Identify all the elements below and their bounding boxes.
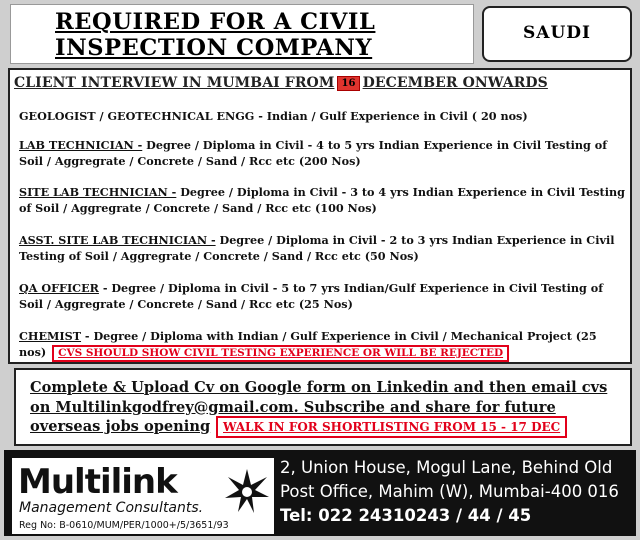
star-icon: [224, 468, 270, 514]
logo-subtitle: Management Consultants.: [19, 500, 204, 516]
interview-prefix: CLIENT INTERVIEW IN MUMBAI FROM: [14, 75, 335, 91]
address-line-2: Post Office, Mahim (W), Mumbai-400 016: [280, 482, 619, 501]
job-text: Degree / Diploma in Civil - 3 to 4 yrs Indian Experience in Civil Testing of Soil / Aggregrate / Concrete / Sand / Rcc etc (100 Nos): [19, 185, 625, 215]
company-logo: [12, 458, 274, 534]
job-title: CHEMIST: [19, 329, 82, 343]
job-item-site-lab-technician: [19, 184, 625, 216]
job-item-asst-site-lab-technician: [19, 232, 625, 264]
job-text: Degree / Diploma in Civil - 2 to 3 yrs Indian Experience in Civil Testing of Soil / Aggregrate / Concrete / Sand / Rcc etc (50 Nos): [19, 233, 615, 263]
job-text: - Degree / Diploma with Indian / Gulf Experience in Civil / Mechanical Project (25 nos): [19, 329, 597, 359]
title-line-1: REQUIRED FOR A CIVIL: [55, 9, 376, 35]
job-title: QA OFFICER: [19, 281, 99, 295]
company-address: [280, 456, 619, 528]
job-item-lab-technician: [19, 137, 625, 169]
rejection-warning: CVS SHOULD SHOW CIVIL TESTING EXPERIENCE OR WILL BE REJECTED: [52, 345, 509, 362]
interview-suffix: DECEMBER ONWARDS: [362, 75, 548, 91]
job-title: ASST. SITE LAB TECHNICIAN -: [19, 233, 216, 247]
interview-date-badge: 16: [337, 76, 359, 91]
logo-name: Multilink: [18, 462, 177, 502]
job-title: LAB TECHNICIAN -: [19, 138, 143, 152]
job-item-geologist: [19, 108, 625, 124]
interview-heading: [14, 75, 626, 91]
job-item-qa-officer: [19, 280, 625, 312]
job-text: - Degree / Diploma in Civil - 5 to 7 yrs Indian/Gulf Experience in Civil Testing of Soil / Aggregrate / Concrete / Sand / Rcc etc (25 Nos): [19, 281, 604, 311]
job-text: Degree / Diploma in Civil - 4 to 5 yrs Indian Experience in Civil Testing of Soil / Aggregrate / Concrete / Sand / Rcc etc (200 Nos): [19, 138, 608, 168]
job-title: SITE LAB TECHNICIAN -: [19, 185, 177, 199]
job-text: GEOLOGIST / GEOTECHNICAL ENGG - Indian / Gulf Experience in Civil ( 20 nos): [19, 109, 528, 123]
telephone: Tel: 022 24310243 / 44 / 45: [280, 506, 532, 525]
country-box: [482, 6, 632, 62]
registration-number: Reg No: B-0610/MUM/PER/1000+/5/3651/93: [19, 520, 229, 531]
walkin-notice: WALK IN FOR SHORTLISTING FROM 15 - 17 DEC: [216, 416, 567, 438]
page-title: [55, 9, 375, 61]
job-item-chemist: [19, 328, 625, 362]
instructions-box: [14, 368, 632, 446]
address-line-1: 2, Union House, Mogul Lane, Behind Old: [280, 458, 613, 477]
application-instructions: Complete & Upload Cv on Google form on Linkedin and then email cvs on Multilinkgodfrey@gmail.com. Subscribe and share for future overseas jobs opening: [30, 379, 608, 435]
footer: [4, 450, 636, 536]
title-box: [10, 4, 474, 64]
job-listing-box: [8, 68, 632, 364]
country-label: SAUDI: [523, 23, 591, 43]
title-line-2: INSPECTION COMPANY: [55, 35, 373, 61]
